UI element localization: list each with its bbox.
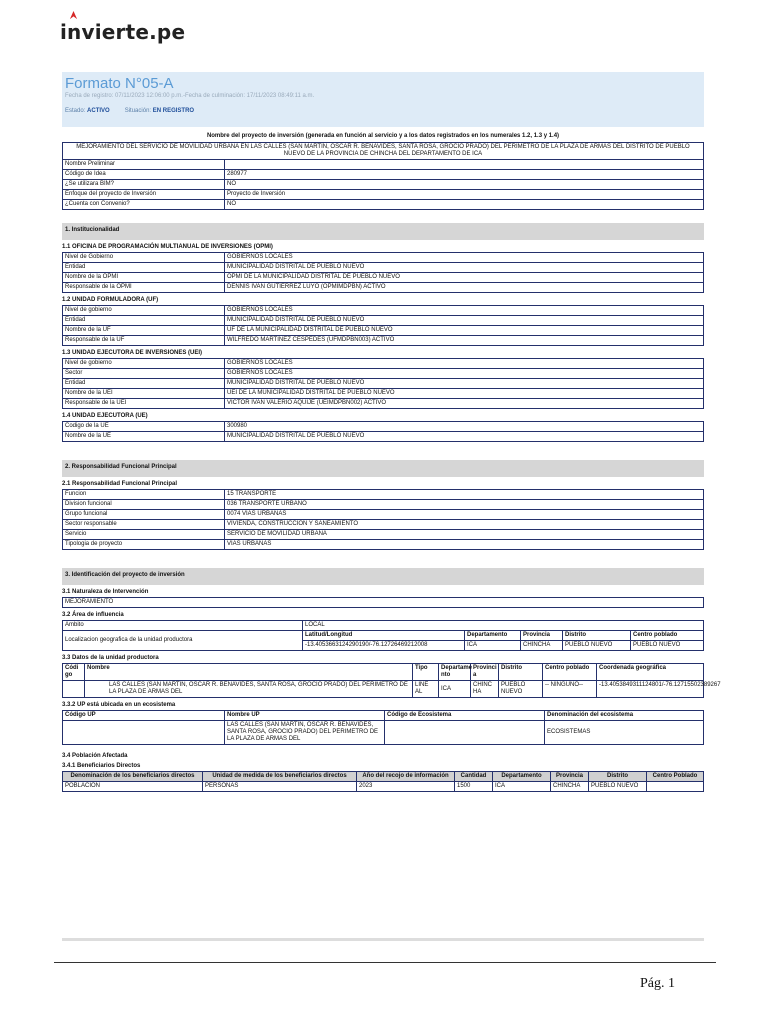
- registration-dates: Fecha de registro: 07/11/2023 12:06:00 p.m.-Fecha de culminación: 17/11/2023 08:49:11 a.m.: [65, 93, 315, 99]
- table-header: Provinci a: [471, 664, 499, 681]
- field-value: UF DE LA MUNICIPALIDAD DISTRITAL DE PUEBLO NUEVO: [225, 326, 704, 336]
- field-value: GOBIERNOS LOCALES: [225, 359, 704, 369]
- field-value: VIVIENDA, CONSTRUCCION Y SANEAMIENTO: [225, 520, 704, 530]
- table-cell: CHINC HA: [471, 681, 499, 698]
- table-row: [63, 336, 704, 346]
- table-header: Centro Poblado: [647, 772, 704, 782]
- table-cell: [63, 681, 85, 698]
- section-title: 3. Identificación del proyecto de inversión: [62, 568, 704, 585]
- table-cell: 1500: [455, 782, 493, 792]
- table-row: [63, 422, 704, 432]
- table-header: Códi go: [63, 664, 85, 681]
- table-cell: CHINCHA: [551, 782, 589, 792]
- field-label: Division funcional: [63, 500, 225, 510]
- field-value: VICTOR IVAN VALERIO AQUIJE (UEIMDPBN002) ACTIVO: [225, 399, 704, 409]
- field-value: SERVICIO DE MOVILIDAD URBANA: [225, 530, 704, 540]
- table-row: [63, 316, 704, 326]
- table-header: Departamento: [465, 631, 521, 641]
- project-name-caption: Nombre del proyecto de inversión (generada en función al servicio y a los datos registrados en los numerales 1.2, 1.3 y 1.4): [206, 133, 560, 139]
- field-label: Nombre Preliminar: [63, 160, 225, 170]
- beneficiarios-table: [62, 771, 704, 792]
- kv-table: [63, 422, 704, 442]
- field-value: GOBIERNOS LOCALES: [225, 306, 704, 316]
- table-header: Tipo: [413, 664, 439, 681]
- status-line: Estado: ACTIVO Situación: EN REGISTRO: [65, 108, 195, 114]
- table-row: [63, 399, 704, 409]
- field-value: 15 TRANSPORTE: [225, 490, 704, 500]
- table-cell: PUEBLO NUEVO: [589, 782, 647, 792]
- table-cell: PERSONAS: [203, 782, 357, 792]
- field-value: 300980: [225, 422, 704, 432]
- table-header: Departame nto: [439, 664, 471, 681]
- table-header: Unidad de medida de los beneficiarios directos: [203, 772, 357, 782]
- table-row: [63, 160, 704, 170]
- table-cell: [63, 721, 225, 745]
- table-cell: ICA: [465, 641, 521, 651]
- table-header: Provincia: [551, 772, 589, 782]
- field-value: [225, 160, 704, 170]
- table-header: Nombre: [85, 664, 413, 681]
- table-row: [63, 283, 704, 293]
- field-value: 280977: [225, 170, 704, 180]
- kv-table: [63, 359, 704, 409]
- table-row: [63, 369, 704, 379]
- field-label: ¿Se utilizara BIM?: [63, 180, 225, 190]
- table-cell: PUEBLO NUEVO: [563, 641, 631, 651]
- table-header: Coordenada geográfica: [597, 664, 704, 681]
- table-header: Denominación de los beneficiarios directos: [63, 772, 203, 782]
- project-name: MEJORAMIENTO DEL SERVICIO DE MOVILIDAD URBANA EN LAS CALLES (SAN MARTIN, OSCAR R. BENAVIDES, SANTA ROSA, GROCIO PRADO) DEL PERIMETRO DE LA PLAZA DE ARMAS DEL DISTRITO DE PUEBLO NUEVO DE LA PROVINCIA DE CHINCHA DEL DEPARTAMENTO DE ICA: [63, 143, 704, 160]
- field-label: Codigo de la UE: [63, 422, 225, 432]
- table-header: Centro poblado: [631, 631, 704, 641]
- field-value: Proyecto de Inversión: [225, 190, 704, 200]
- field-label: Responsable de la OPMI: [63, 283, 225, 293]
- field-value: GOBIERNOS LOCALES: [225, 369, 704, 379]
- field-label: Entidad: [63, 263, 225, 273]
- table-header: Código UP: [63, 711, 225, 721]
- subsection-title: 1.4 UNIDAD EJECUTORA (UE): [62, 413, 148, 419]
- format-title: Formato N°05-A: [65, 75, 174, 92]
- field-label: Enfoque del proyecto de Inversión: [63, 190, 225, 200]
- kv-table: [63, 306, 704, 346]
- kv-table: [63, 253, 704, 293]
- field-label: Nivel de gobierno: [63, 306, 225, 316]
- field-value: GOBIERNOS LOCALES: [225, 253, 704, 263]
- field-label: Grupo funcional: [63, 510, 225, 520]
- table-row: [63, 170, 704, 180]
- table-row: [63, 253, 704, 263]
- table-row: [63, 190, 704, 200]
- naturaleza-value: MEJORAMIENTO: [63, 598, 704, 608]
- field-value: MUNICIPALIDAD DISTRITAL DE PUEBLO NUEVO: [225, 379, 704, 389]
- table-cell: ECOSISTEMAS: [545, 721, 704, 745]
- section-title: 2. Responsabilidad Funcional Principal: [62, 460, 704, 477]
- field-value: 0074 VIAS URBANAS: [225, 510, 704, 520]
- footer-rule: [54, 962, 716, 963]
- table-cell: ICA: [493, 782, 551, 792]
- table-cell: LAS CALLES (SAN MARTIN, OSCAR R. BENAVIDES, SANTA ROSA, GROCIO PRADO) DEL PERIMETRO DE LA PLAZA DE ARMAS DEL: [85, 681, 413, 698]
- table-header: Año del recojo de información: [357, 772, 455, 782]
- format-header: [62, 72, 704, 127]
- field-value: NO: [225, 180, 704, 190]
- up-table: [62, 663, 721, 698]
- field-label: Responsable de la UF: [63, 336, 225, 346]
- table-row: [63, 273, 704, 283]
- subsection-title: 1.1 OFICINA DE PROGRAMACIÓN MULTIANUAL DE INVERSIONES (OPMI): [62, 244, 273, 250]
- footer-divider: [62, 938, 704, 941]
- field-value: NO: [225, 200, 704, 210]
- table-header: Código de Ecosistema: [385, 711, 545, 721]
- table-row: [63, 326, 704, 336]
- subsection-title: 1.3 UNIDAD EJECUTORA DE INVERSIONES (UEI): [62, 350, 203, 356]
- subsection-title: 3.3.2 UP está ubicada en un ecosistema: [62, 702, 176, 708]
- ambito-label: Ambito: [63, 621, 303, 631]
- subsection-title: 2.1 Responsabilidad Funcional Principal: [62, 481, 178, 487]
- field-label: Nivel de Gobierno: [63, 253, 225, 263]
- area-table: [62, 620, 704, 651]
- table-header: Distrito: [563, 631, 631, 641]
- table-cell: ICA: [439, 681, 471, 698]
- field-value: MUNICIPALIDAD DISTRITAL DE PUEBLO NUEVO: [225, 263, 704, 273]
- table-header: Cantidad: [455, 772, 493, 782]
- table-cell: POBLACION: [63, 782, 203, 792]
- table-header: Denominación del ecosistema: [545, 711, 704, 721]
- table-cell: LAS CALLES (SAN MARTIN, OSCAR R. BENAVIDES, SANTA ROSA, GROCIO PRADO) DEL PERIMETRO DE LA PLAZA DE ARMAS DEL: [225, 721, 385, 745]
- subsection-title: 1.2 UNIDAD FORMULADORA (UF): [62, 297, 159, 303]
- field-label: ¿Cuenta con Convenio?: [63, 200, 225, 210]
- invierte-pe-logo: invierte.pe: [60, 20, 185, 44]
- eco-table: [62, 710, 704, 745]
- field-value: WILFREDO MARTINEZ CESPEDES (UFMDPBN003) ACTIVO: [225, 336, 704, 346]
- table-cell: -- NINGUNO--: [543, 681, 597, 698]
- table-header: Distrito: [589, 772, 647, 782]
- field-value: DENNIS IVAN GUTIERREZ LUYO (OPMIMDPBN) ACTIVO: [225, 283, 704, 293]
- table-header: Departamento: [493, 772, 551, 782]
- project-table: [62, 142, 704, 210]
- table-row: [63, 379, 704, 389]
- field-label: Nombre de la UE: [63, 432, 225, 442]
- table-row: [63, 530, 704, 540]
- field-label: Nombre de la OPMI: [63, 273, 225, 283]
- table-row: [63, 359, 704, 369]
- table-row: [63, 200, 704, 210]
- field-value: UEI DE LA MUNICIPALIDAD DISTRITAL DE PUEBLO NUEVO: [225, 389, 704, 399]
- table-cell: PUEBLO NUEVO: [631, 641, 704, 651]
- table-row: [63, 520, 704, 530]
- table-header: Nombre UP: [225, 711, 385, 721]
- table-header: Distrito: [499, 664, 543, 681]
- field-label: Tipologia de proyecto: [63, 540, 225, 550]
- field-value: OPMI DE LA MUNICIPALIDAD DISTRITAL DE PUEBLO NUEVO: [225, 273, 704, 283]
- table-row: [63, 389, 704, 399]
- field-label: Servicio: [63, 530, 225, 540]
- subsection-title: 3.2 Área de influencia: [62, 612, 124, 618]
- table-header: Provincia: [521, 631, 563, 641]
- table-cell: PUEBLO NUEVO: [499, 681, 543, 698]
- kv-table: [63, 490, 704, 550]
- subsection-title: 3.4 Población Afectada: [62, 753, 128, 759]
- table-row: [63, 263, 704, 273]
- field-label: Nombre de la UF: [63, 326, 225, 336]
- field-label: Nombre de la UEI: [63, 389, 225, 399]
- logo-flame-icon: [69, 11, 78, 20]
- field-label: Funcion: [63, 490, 225, 500]
- field-label: Entidad: [63, 379, 225, 389]
- table-cell: -13.4053849311124801/-76.12715502389267: [597, 681, 704, 698]
- field-label: Sector: [63, 369, 225, 379]
- ambito-value: LOCAL: [303, 621, 704, 631]
- section-title: 1. Institucionalidad: [62, 223, 704, 240]
- table-cell: -13.4053663124290190/-76.12726469212008: [303, 641, 465, 651]
- estado-value: ACTIVO: [87, 108, 110, 114]
- subsection-title: 3.4.1 Beneficiarios Directos: [62, 763, 141, 769]
- table-cell: [647, 782, 704, 792]
- field-value: 036 TRANSPORTE URBANO: [225, 500, 704, 510]
- table-cell: [385, 721, 545, 745]
- table-row: [63, 490, 704, 500]
- table-cell: 2023: [357, 782, 455, 792]
- field-label: Nivel de gobierno: [63, 359, 225, 369]
- field-value: MUNICIPALIDAD DISTRITAL DE PUEBLO NUEVO: [225, 316, 704, 326]
- subsection-title: 3.3 Datos de la unidad productora: [62, 655, 159, 661]
- subsection-title: 3.1 Naturaleza de Intervención: [62, 589, 149, 595]
- field-label: Código de Idea: [63, 170, 225, 180]
- table-row: [63, 432, 704, 442]
- loc-label: Localizacion geografica de la unidad productora: [63, 631, 303, 651]
- field-label: Responsable de la UEI: [63, 399, 225, 409]
- kv-table: [63, 160, 704, 210]
- table-header: Centro poblado: [543, 664, 597, 681]
- table-row: [63, 306, 704, 316]
- table-row: [63, 510, 704, 520]
- field-label: Entidad: [63, 316, 225, 326]
- table-cell: LINE AL: [413, 681, 439, 698]
- field-value: MUNICIPALIDAD DISTRITAL DE PUEBLO NUEVO: [225, 432, 704, 442]
- table-cell: CHINCHA: [521, 641, 563, 651]
- field-label: Sector responsable: [63, 520, 225, 530]
- situacion-value: EN REGISTRO: [152, 108, 195, 114]
- formato-document: [62, 72, 721, 792]
- table-row: [63, 500, 704, 510]
- page-number: Pág. 1: [640, 976, 675, 991]
- table-row: [63, 180, 704, 190]
- table-header: Latitud/Longitud: [303, 631, 465, 641]
- field-value: VIAS URBANAS: [225, 540, 704, 550]
- table-row: [63, 540, 704, 550]
